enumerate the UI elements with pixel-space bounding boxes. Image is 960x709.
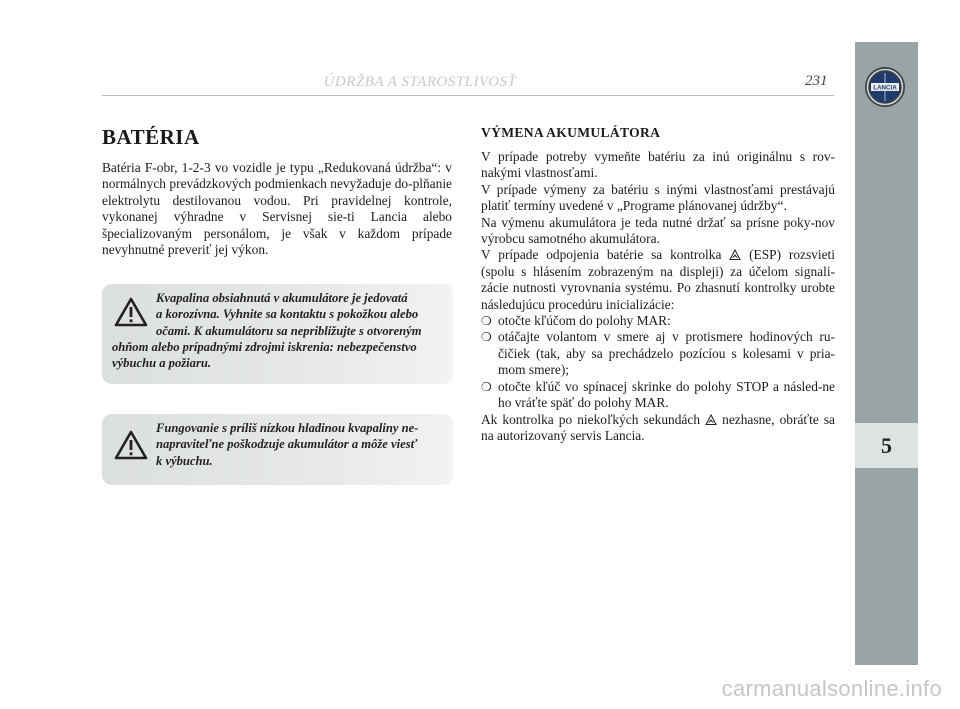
warning-acid-line2: a korozívna. Vyhnite sa kontaktu s pokožkou alebo	[156, 307, 419, 322]
p4-after: (ESP) rozsvieti (spolu s hlásením zobrazeným na displeji) za účelom signali-zácie nutnosti vyrovnania systému. Po zhasnutí kontrolky urobte následujúcu procedúru inicializácie:	[481, 247, 835, 312]
battery-intro-paragraph: Batéria F-obr, 1-2-3 vo vozidle je typu „Redukovaná údržba“: v normálnych prevádzkových podmienkach nevyžaduje do-plňanie elektrolytu destilovanou vodou. Pri pravidelnej kontrole, vykonanej výhradne v Servisnej sie-ti Lancia alebo špecializovaným personálom, je však v každom prípade nevyhnutné preveriť jej výkon.	[102, 160, 452, 258]
p5-after: nezhasne, obráťte sa na autorizovaný servis Lancia.	[481, 411, 835, 443]
esp-warning-light-icon	[729, 249, 741, 261]
replacement-paragraph-5	[481, 412, 835, 445]
replacement-paragraph-2: V prípade výmeny za batériu s inými vlastnosťami prestávajú platiť termíny uvedené v „Programe plánovanej údržby“.	[481, 181, 835, 214]
bullet-mark: ❍	[481, 379, 492, 394]
procedure-step-1-text: otočte kľúčom do polohy MAR:	[498, 313, 671, 329]
chapter-sidebar	[855, 42, 918, 665]
chapter-number: 5	[881, 432, 892, 458]
warning-low-line1: Fungovanie s príliš nízkou hladinou kvapaliny ne-	[156, 421, 419, 435]
running-header-title: ÚDRŽBA A STAROSTLIVOSŤ	[323, 74, 517, 90]
procedure-step-3-text: otočte kľúč vo spínacej skrinke do polohy STOP a násled-ne ho vráťte späť do polohy MAR.	[498, 378, 835, 411]
warning-box-low-level	[102, 414, 453, 485]
chapter-number-tab	[855, 423, 918, 468]
replacement-paragraph-4	[481, 247, 835, 313]
logo-text: LANCIA	[873, 84, 897, 92]
p5-before: Ak kontrolka po niekoľkých sekundách	[481, 411, 701, 427]
p4-before: V prípade odpojenia batérie sa kontrolka	[481, 247, 722, 263]
page-number: 231	[805, 73, 828, 89]
subsection-title: VÝMENA AKUMULÁTORA	[481, 125, 661, 140]
lancia-logo-icon	[864, 66, 906, 108]
section-title: BATÉRIA	[102, 125, 200, 149]
bullet-mark: ❍	[481, 330, 492, 345]
procedure-step-3	[481, 379, 835, 412]
right-column	[481, 125, 835, 444]
replacement-paragraph-1: V prípade potreby vymeňte batériu za inú originálnu s rov-nakými vlastnosťami.	[481, 149, 835, 181]
procedure-step-1	[481, 313, 835, 329]
procedure-step-2-text: otáčajte volantom v smere aj v protismere hodinových ru-čičiek (tak, aby sa prechádzelo pozícíou s kolesami v pria-mom smere);	[498, 329, 835, 378]
warning-acid-rest: ohňom alebo prípadnými zdrojmi iskrenia: nebezpečenstvo výbuchu a požiaru.	[112, 339, 417, 371]
warning-low-line2: napraviteľne poškodzuje akumulátor a môže viesť	[156, 437, 418, 452]
warning-box-acid	[102, 284, 453, 384]
warning-acid-line3: očami. K akumulátoru sa nepribližujte s otvoreným	[156, 323, 422, 338]
warning-acid-line1: Kvapalina obsiahnutá v akumulátore je jedovatá	[156, 291, 408, 305]
left-column	[102, 125, 452, 258]
warning-text-low-level	[102, 420, 447, 469]
header-divider	[102, 95, 834, 96]
warning-low-line3: k výbuchu.	[156, 453, 213, 468]
bullet-mark: ❍	[481, 314, 492, 329]
esp-warning-light-icon	[705, 414, 717, 426]
procedure-step-2	[481, 329, 835, 378]
warning-text-acid	[102, 290, 447, 371]
replacement-paragraph-3: Na výmenu akumulátora je teda nutné držať sa prísne poky-nov výrobcu samotného akumulátora.	[481, 214, 835, 247]
watermark: carmanualsonline.info	[721, 676, 942, 701]
